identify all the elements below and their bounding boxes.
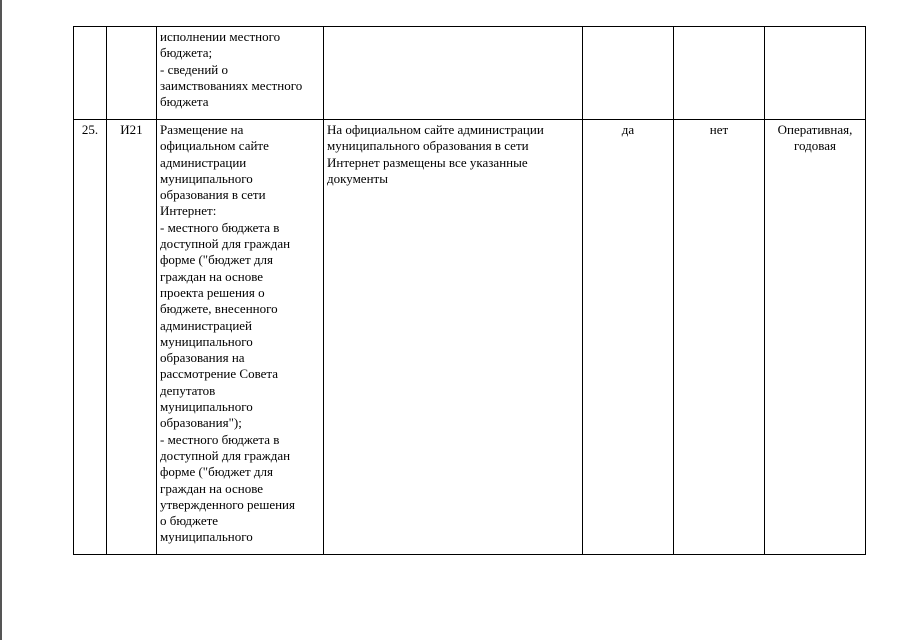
row-number: 25. [74,120,107,555]
description-line: муниципального [160,529,253,545]
description-line: образования на [160,350,245,366]
description-line: администрации [160,154,247,170]
description-line: образования в сети [160,187,266,203]
description-line: исполнении местного [160,29,281,44]
description-line: - сведений о [160,61,229,77]
description-line: муниципального [160,399,253,415]
description-line: проекта решения о [160,284,265,300]
table-row-25 [74,120,866,555]
description-line: граждан на основе [160,268,264,284]
row-period [765,120,866,555]
criterion-line: Интернет размещены все указанные [327,154,528,170]
period-line: годовая [794,138,836,154]
description-line: бюджете, внесенного [160,301,278,317]
cell-code [107,27,157,120]
period-line: Оперативная, [777,122,853,137]
description-line: бюджета; [160,45,213,61]
description-line: заимствованиях местного [160,77,303,93]
description-line: доступной для граждан [160,447,291,463]
cell-description [157,27,324,120]
description-line: форме ("бюджет для [160,252,273,268]
cell-criterion [324,27,583,120]
monitoring-table [73,26,866,555]
description-line: Интернет: [160,203,217,219]
description-line: доступной для граждан [160,236,291,252]
row-yes: да [583,120,674,555]
row-no: нет [674,120,765,555]
description-line: - местного бюджета в [160,219,280,235]
cell-period [765,27,866,120]
description-line: форме ("бюджет для [160,464,273,480]
description-line: администрацией [160,317,253,333]
row-description [157,120,324,555]
criterion-line: муниципального образования в сети [327,138,529,154]
description-line: утвержденного решения [160,496,295,512]
description-line: депутатов [160,382,216,398]
description-line: - местного бюджета в [160,431,280,447]
description-line: официальном сайте [160,138,269,154]
description-line: бюджета [160,94,209,110]
row-criterion [324,120,583,555]
description-line: муниципального [160,333,253,349]
table-row-continued [74,27,866,120]
description-line: муниципального [160,170,253,186]
cell-no [674,27,765,120]
description-line: граждан на основе [160,480,264,496]
description-line: Размещение на [160,122,244,137]
cell-yes [583,27,674,120]
description-line: о бюджете [160,513,219,529]
criterion-line: На официальном сайте администрации [327,122,544,137]
criterion-line: документы [327,170,388,186]
cell-number [74,27,107,120]
description-line: рассмотрение Совета [160,366,279,382]
row-code: И21 [107,120,157,555]
scan-edge-line [0,0,2,640]
description-line: образования"); [160,415,242,431]
